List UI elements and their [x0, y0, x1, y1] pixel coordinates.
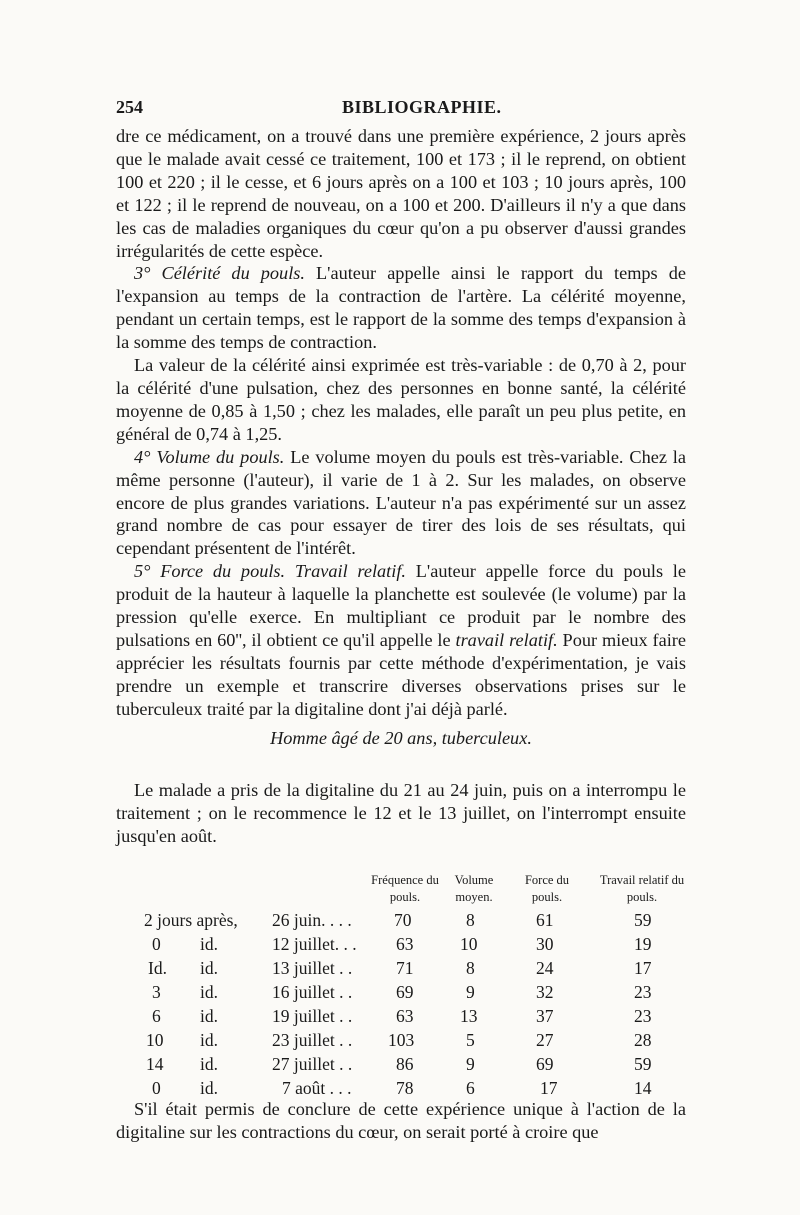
cell-force: 27	[536, 1030, 554, 1050]
cell-freq: 103	[388, 1030, 415, 1050]
section-label-force: 5° Force du pouls. Travail relatif.	[134, 561, 406, 582]
cell-travail: 59	[634, 910, 652, 930]
cell-id: id.	[200, 982, 218, 1002]
paragraph-force	[116, 560, 686, 720]
cell-travail: 14	[634, 1078, 652, 1098]
cell-freq: 69	[396, 982, 414, 1002]
cell-id: id.	[200, 934, 218, 954]
paragraph-text: Pour mieux faire apprécier les résultats fournis par cette méthode d'expérimentation, je vais prendre un exemple et transcrire diverses observations prises sur le tuberculeux traité par la digitaline dont j'ai déjà parlé.	[116, 629, 686, 719]
cell-volume: 9	[466, 982, 475, 1002]
cell-date: 27 juillet . .	[272, 1054, 353, 1074]
page-number: 254	[116, 97, 143, 117]
cell-volume: 8	[466, 958, 475, 978]
cell-volume: 13	[460, 1006, 478, 1026]
table-row	[116, 908, 696, 932]
cell-travail: 28	[634, 1030, 652, 1050]
cell-id: id.	[200, 1054, 218, 1074]
closing-text	[116, 1098, 686, 1144]
cell-force: 37	[536, 1006, 554, 1026]
column-header: Travail relatif du pouls.	[599, 873, 685, 904]
case-subtitle: Homme âgé de 20 ans, tuberculeux.	[270, 727, 532, 748]
paragraph-text: L'auteur appelle force du pouls le produit de la hauteur à laquelle la planchette est soulevée (le volume) par la pression qu'elle exerce. En multipliant ce produit par le nombre des pulsations en 60'', il obtient ce qu'il appelle le	[116, 561, 686, 650]
cell-freq: 86	[396, 1054, 414, 1074]
cell-force: 61	[536, 910, 554, 930]
table-row	[116, 980, 696, 1004]
column-header: Volume moyen.	[454, 873, 494, 904]
cell-freq: 63	[396, 1006, 414, 1026]
cell-travail: 23	[634, 982, 652, 1002]
cell-id: id.	[200, 1078, 218, 1098]
cell-date: 23 juillet . .	[272, 1030, 353, 1050]
cell-date: 12 juillet. . .	[272, 934, 357, 954]
cell-force: 17	[540, 1078, 558, 1098]
column-header: Force du pouls.	[524, 873, 570, 904]
table-row	[116, 1076, 696, 1100]
cell-volume: 6	[466, 1078, 475, 1098]
term-travail-relatif: travail relatif.	[455, 629, 558, 650]
cell-date: 13 juillet . .	[272, 958, 353, 978]
table-row	[116, 1052, 696, 1076]
cell-id: id.	[200, 958, 218, 978]
page-header	[116, 97, 686, 119]
cell-volume: 8	[466, 910, 475, 930]
table-row	[116, 1028, 696, 1052]
cell-days: 0	[152, 1078, 161, 1098]
paragraph-continuation: dre ce médicament, on a trouvé dans une première expérience, 2 jours après que le malade avait cessé ce traitement, 100 et 173 ; il le reprend, on obtient 100 et 220 ; il le cesse, et 6 jours après on a 100 et 103 ; 10 jours après, 100 et 122 ; il le reprend de nouveau, on a 100 et 200. D'ailleurs il n'y a que dans les cas de maladies organiques du cœur qu'on a pu observer d'aussi grandes irrégularités de cette espèce.	[116, 126, 686, 261]
cell-days: 0	[152, 934, 161, 954]
cell-date: 19 juillet . .	[272, 1006, 353, 1026]
paragraph-valeur: La valeur de la célérité ainsi exprimée est très-variable : de 0,70 à 2, pour la célérité d'une pulsation, chez des personnes en bonne santé, la célérité moyenne de 0,85 à 1,50 ; chez les malades, elle paraît un peu plus petite, en général de 0,74 à 1,25.	[116, 355, 686, 444]
paragraph-conclusion: S'il était permis de conclure de cette expérience unique à l'action de la digitaline sur les contractions du cœur, on serait porté à croire que	[116, 1099, 686, 1142]
section-label-celerite: 3° Célérité du pouls.	[134, 263, 305, 284]
cell-force: 24	[536, 958, 554, 978]
cell-days: 14	[146, 1054, 164, 1074]
cell-id: id.	[200, 1030, 218, 1050]
cell-days: 6	[152, 1006, 161, 1026]
cell-force: 69	[536, 1054, 554, 1074]
paragraph-text: L'auteur appelle ainsi le rapport du temps de l'expansion au temps de la contraction de l'artère. La célérité moyenne, pendant un certain temps, est le rapport de la somme des temps d'expansion à la somme des temps de contraction.	[116, 263, 686, 353]
table-row	[116, 1004, 696, 1028]
cell-travail: 23	[634, 1006, 652, 1026]
cell-travail: 17	[634, 958, 652, 978]
cell-days: Id.	[148, 958, 167, 978]
section-label-volume: 4° Volume du pouls.	[134, 446, 285, 467]
cell-date: 7 août . . .	[282, 1078, 352, 1098]
cell-force: 30	[536, 934, 554, 954]
paragraph-malade: Le malade a pris de la digitaline du 21 au 24 juin, puis on a interrompu le traitement ; on le recommence le 12 et le 13 juillet, on l'interrompt ensuite jusqu'en août.	[116, 780, 686, 847]
table-row	[116, 932, 696, 956]
cell-travail: 19	[634, 934, 652, 954]
cell-date: 16 juillet . .	[272, 982, 353, 1002]
cell-volume: 9	[466, 1054, 475, 1074]
cell-travail: 59	[634, 1054, 652, 1074]
cell-days: 3	[152, 982, 161, 1002]
cell-freq: 71	[396, 958, 414, 978]
cell-volume: 5	[466, 1030, 475, 1050]
cell-freq: 78	[396, 1078, 414, 1098]
cell-freq: 70	[394, 910, 412, 930]
running-title: BIBLIOGRAPHIE.	[342, 97, 502, 117]
column-header: Fréquence du pouls.	[371, 873, 439, 904]
paragraph-volume	[116, 446, 686, 561]
paragraph-text: Le volume moyen du pouls est très-variable. Chez la même personne (l'auteur), il varie de 1 à 2. Sur les malades, on observe encore de plus grandes variations. L'auteur n'a pas expérimenté sur un assez grand nombre de cas pour essayer de tirer des lois de ses résultats, qui cependant présentent de l'intérêt.	[116, 446, 687, 559]
main-text	[116, 125, 686, 848]
cell-days: 2 jours après,	[144, 910, 238, 930]
cell-force: 32	[536, 982, 554, 1002]
paragraph-celerite	[116, 262, 686, 354]
table-row	[116, 956, 696, 980]
cell-date: 26 juin. . . .	[272, 910, 352, 930]
cell-volume: 10	[460, 934, 478, 954]
cell-days: 10	[146, 1030, 164, 1050]
pulse-table	[116, 872, 696, 1098]
cell-freq: 63	[396, 934, 414, 954]
cell-id: id.	[200, 1006, 218, 1026]
